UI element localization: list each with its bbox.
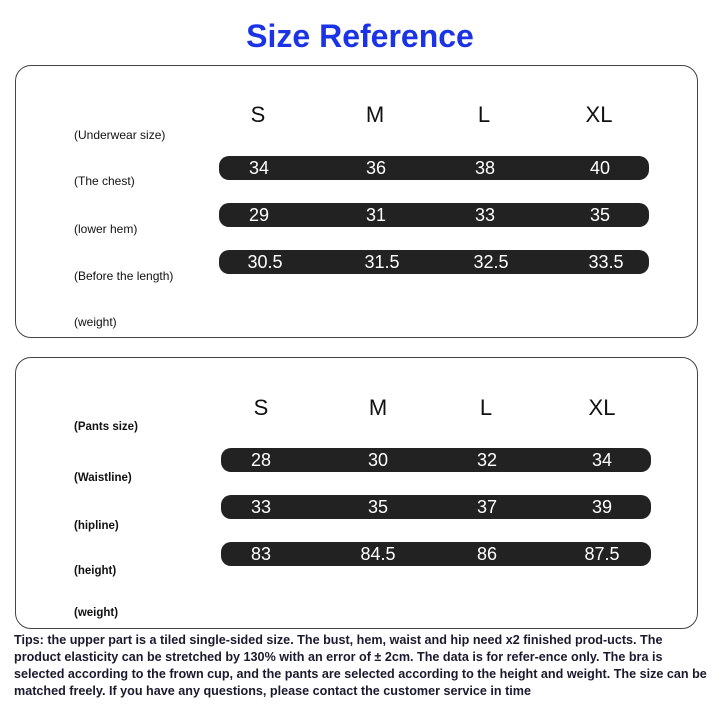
height-value-s: 83 <box>250 544 272 564</box>
pants-size-card <box>15 357 698 629</box>
waistline-row <box>221 448 651 472</box>
hem-value-m: 31 <box>365 205 387 225</box>
page-title: Size Reference <box>246 18 474 54</box>
length-value-s: 30.5 <box>247 252 283 272</box>
row-label-waistline: (Waistline) <box>74 472 132 484</box>
column-header-m: M <box>365 102 385 127</box>
waist-value-l: 32 <box>476 450 498 470</box>
hip-value-xl: 39 <box>591 497 613 517</box>
column-header-xl: XL <box>588 395 616 420</box>
tips-text: Tips: the upper part is a tiled single-sided size. The bust, hem, waist and hip need x2 finished prod-ucts. The product elasticity can be stretched by 130% with an error of ± 2cm. The data is for refer-ence only. The bra is selected according to the frown cup, and the pants are selected according to the height and weight. The size can be matched freely. If you have any questions, please contact the customer service in time <box>14 633 707 698</box>
row-label-pants-size: (Pants size) <box>74 421 138 433</box>
row-label-hipline: (hipline) <box>74 520 119 532</box>
chest-value-s: 34 <box>248 158 270 178</box>
row-label-lower-hem: (lower hem) <box>74 222 138 236</box>
height-row <box>221 542 651 566</box>
waist-value-xl: 34 <box>591 450 613 470</box>
hem-value-s: 29 <box>248 205 270 225</box>
hip-value-l: 37 <box>476 497 498 517</box>
waist-value-m: 30 <box>367 450 389 470</box>
chest-value-l: 38 <box>474 158 496 178</box>
length-value-xl: 33.5 <box>588 252 624 272</box>
height-value-l: 86 <box>476 544 498 564</box>
hem-value-xl: 35 <box>589 205 611 225</box>
row-label-height: (height) <box>74 565 117 577</box>
hip-value-s: 33 <box>250 497 272 517</box>
hipline-row <box>221 495 651 519</box>
waist-value-s: 28 <box>250 450 272 470</box>
chest-value-m: 36 <box>365 158 387 178</box>
row-label-before-length: (Before the length) <box>74 269 174 283</box>
column-header-l: L <box>477 102 491 127</box>
length-value-l: 32.5 <box>473 252 509 272</box>
row-label-chest: (The chest) <box>74 174 135 188</box>
column-header-s: S <box>253 395 269 420</box>
length-value-m: 31.5 <box>364 252 400 272</box>
height-value-xl: 87.5 <box>584 544 620 564</box>
lower-hem-row <box>219 203 649 227</box>
underwear-size-card <box>15 65 698 338</box>
column-header-s: S <box>250 102 266 127</box>
column-header-l: L <box>479 395 493 420</box>
hip-value-m: 35 <box>367 497 389 517</box>
height-value-m: 84.5 <box>360 544 396 564</box>
column-header-m: M <box>368 395 388 420</box>
row-label-underwear-size: (Underwear size) <box>74 128 166 142</box>
row-label-weight: (weight) <box>74 607 119 619</box>
row-label-weight: (weight) <box>74 315 117 329</box>
column-header-xl: XL <box>585 102 613 127</box>
chest-value-xl: 40 <box>589 158 611 178</box>
before-length-row <box>219 250 649 274</box>
hem-value-l: 33 <box>474 205 496 225</box>
chest-row <box>219 156 649 180</box>
